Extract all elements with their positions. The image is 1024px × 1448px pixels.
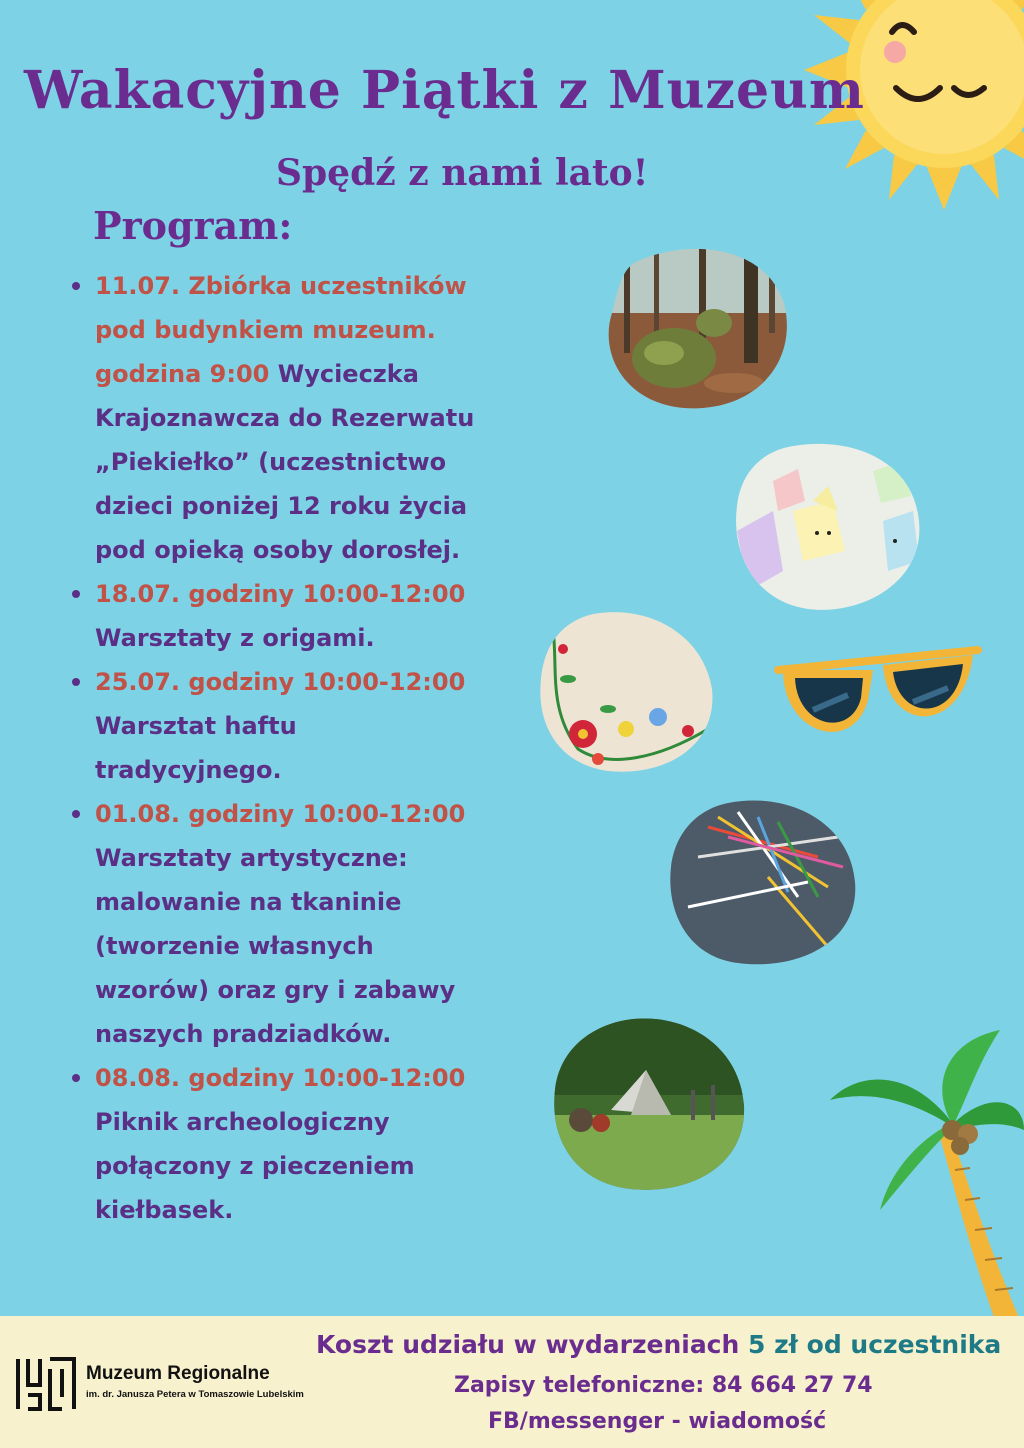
origami-photo [733,441,921,613]
museum-logo-icon [14,1355,78,1413]
museum-logo [14,1355,314,1415]
registration-phone: Zapisy telefoniczne: 84 664 27 74 [454,1373,873,1398]
event-description: Wycieczka Krajoznawcza do Rezerwatu „Piekiełko” (uczestnictwo dzieci poniżej 12 roku życia pod opieką osoby dorosłej. [95,360,475,564]
picnic-camp-photo [551,1015,747,1195]
poster-subtitle: Spędź z nami lato! [276,152,649,194]
event-description: Warsztaty z origami. [95,624,375,652]
fee-label: Koszt udziału w wydarzeniach [316,1330,740,1359]
event-item [70,1056,490,1232]
participation-fee [316,1330,1001,1359]
event-item [70,792,490,1056]
program-heading: Program: [93,203,293,248]
forest-reserve-photo [604,243,788,410]
pick-up-sticks-photo [668,797,858,969]
event-description: Warsztaty artystyczne: malowanie na tkaninie (tworzenie własnych wzorów) oraz gry i zabawy naszych pradziadków. [95,844,456,1048]
footer [0,1316,1024,1448]
event-item [70,264,490,572]
palm-tree-icon [820,1030,1024,1316]
embroidery-photo [538,609,714,775]
facebook-contact: FB/messenger - wiadomość [488,1409,827,1434]
museum-logo-name: Muzeum Regionalne [86,1363,270,1384]
event-description: Warsztat haftu tradycyjnego. [95,712,297,784]
sunglasses-icon [773,640,983,750]
event-date: 01.08. godziny 10:00-12:00 [95,800,466,828]
museum-logo-subtitle: im. dr. Janusza Petera w Tomaszowie Lubelskim [86,1389,304,1400]
fee-value: 5 zł od uczestnika [748,1330,1002,1359]
event-date: 11.07. Zbiórka uczestników pod budynkiem muzeum. godzina 9:00 [95,272,467,388]
event-date: 25.07. godziny 10:00-12:00 [95,668,466,696]
poster-title: Wakacyjne Piątki z Muzeum [24,60,865,121]
event-list [70,264,490,1232]
event-item [70,572,490,660]
event-description: Piknik archeologiczny połączony z pieczeniem kiełbasek. [95,1108,415,1224]
event-date: 08.08. godziny 10:00-12:00 [95,1064,466,1092]
event-item [70,660,490,792]
event-date: 18.07. godziny 10:00-12:00 [95,580,466,608]
